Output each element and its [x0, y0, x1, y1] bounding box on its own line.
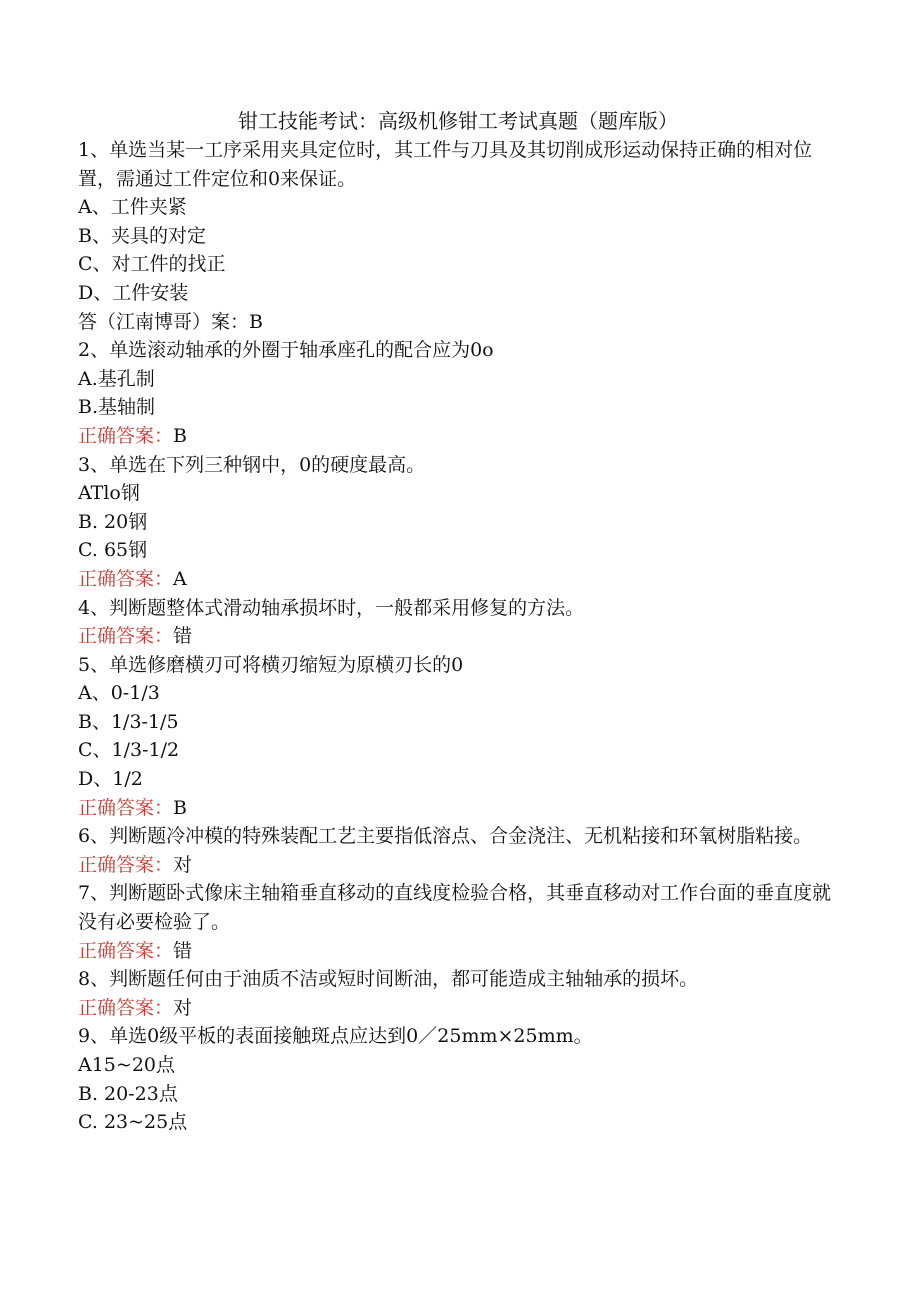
question-option: A、工件夹紧 — [78, 196, 187, 219]
question-stem: 2、单选滚动轴承的外圈于轴承座孔的配合应为0o — [78, 339, 494, 362]
answer-label: 正确答案： — [78, 853, 174, 876]
question-stem: 9、单选0级平板的表面接触斑点应达到0／25mm×25mm。 — [78, 1025, 593, 1048]
question-option: B. 20钢 — [78, 510, 148, 533]
answer-value: B — [173, 424, 187, 447]
question-option: B、1/3-1/5 — [78, 710, 179, 733]
answer-value: 对 — [173, 853, 193, 876]
question-option: C、1/3-1/2 — [78, 739, 180, 762]
answer-value: 错 — [173, 625, 193, 648]
answer-line — [78, 622, 838, 651]
question-option: ATlo钢 — [78, 482, 140, 505]
question-option: A.基孔制 — [78, 367, 155, 390]
question-block — [78, 1022, 838, 1136]
question-block — [78, 965, 838, 1022]
question-option: B. 20-23点 — [78, 1082, 178, 1105]
question-stem: 4、判断题整体式滑动轴承损坏时，一般都采用修复的方法。 — [78, 596, 585, 619]
question-list — [78, 136, 838, 1137]
document-title: 钳工技能考试：高级机修钳工考试真题（题库版） — [238, 109, 678, 133]
document-page — [78, 106, 838, 1137]
answer-label: 答（江南博哥）案： — [78, 310, 250, 333]
answer-line — [78, 994, 838, 1023]
answer-label: 正确答案： — [78, 567, 174, 590]
question-option: A、0-1/3 — [78, 682, 160, 705]
answer-value: 对 — [173, 996, 193, 1019]
answer-label: 正确答案： — [78, 939, 174, 962]
question-block — [78, 879, 838, 965]
answer-value: B — [173, 796, 187, 819]
question-stem: 5、单选修磨横刃可将横刃缩短为原横刃长的0 — [78, 653, 464, 676]
question-block — [78, 336, 838, 450]
question-block — [78, 136, 838, 336]
question-block — [78, 451, 838, 594]
question-stem: 1、单选当某一工序采用夹具定位时，其工件与刀具及其切削成形运动保持正确的相对位置，需通过工件定位和0来保证。 — [78, 139, 813, 190]
answer-label: 正确答案： — [78, 625, 174, 648]
answer-line — [78, 851, 838, 880]
answer-label: 正确答案： — [78, 996, 174, 1019]
question-option: C. 23~25点 — [78, 1111, 188, 1134]
answer-value: 错 — [173, 939, 193, 962]
question-option: D、1/2 — [78, 768, 143, 791]
question-option: B、夹具的对定 — [78, 224, 206, 247]
answer-value: A — [173, 567, 187, 590]
answer-label: 正确答案： — [78, 424, 174, 447]
question-stem: 6、判断题冷冲模的特殊装配工艺主要指低溶点、合金浇注、无机粘接和环氧树脂粘接。 — [78, 825, 813, 848]
answer-line — [78, 308, 838, 337]
question-block — [78, 651, 838, 823]
question-option: B.基轴制 — [78, 396, 156, 419]
answer-line — [78, 565, 838, 594]
question-option: A15~20点 — [78, 1054, 175, 1076]
answer-line — [78, 937, 838, 966]
question-option: C. 65钢 — [78, 539, 148, 562]
answer-value: B — [249, 310, 263, 333]
answer-line — [78, 794, 838, 823]
answer-line — [78, 422, 838, 451]
question-option: C、对工件的找正 — [78, 253, 226, 276]
question-stem: 3、单选在下列三种钢中，0的硬度最高。 — [78, 453, 426, 476]
question-block — [78, 594, 838, 651]
question-stem: 7、判断题卧式像床主轴箱垂直移动的直线度检验合格，其垂直移动对工作台面的垂直度就没有必要检验了。 — [78, 882, 832, 934]
question-block — [78, 822, 838, 879]
question-option: D、工件安装 — [78, 281, 189, 304]
answer-label: 正确答案： — [78, 796, 174, 819]
question-stem: 8、判断题任何由于油质不洁或短时间断油，都可能造成主轴轴承的损坏。 — [78, 968, 699, 991]
